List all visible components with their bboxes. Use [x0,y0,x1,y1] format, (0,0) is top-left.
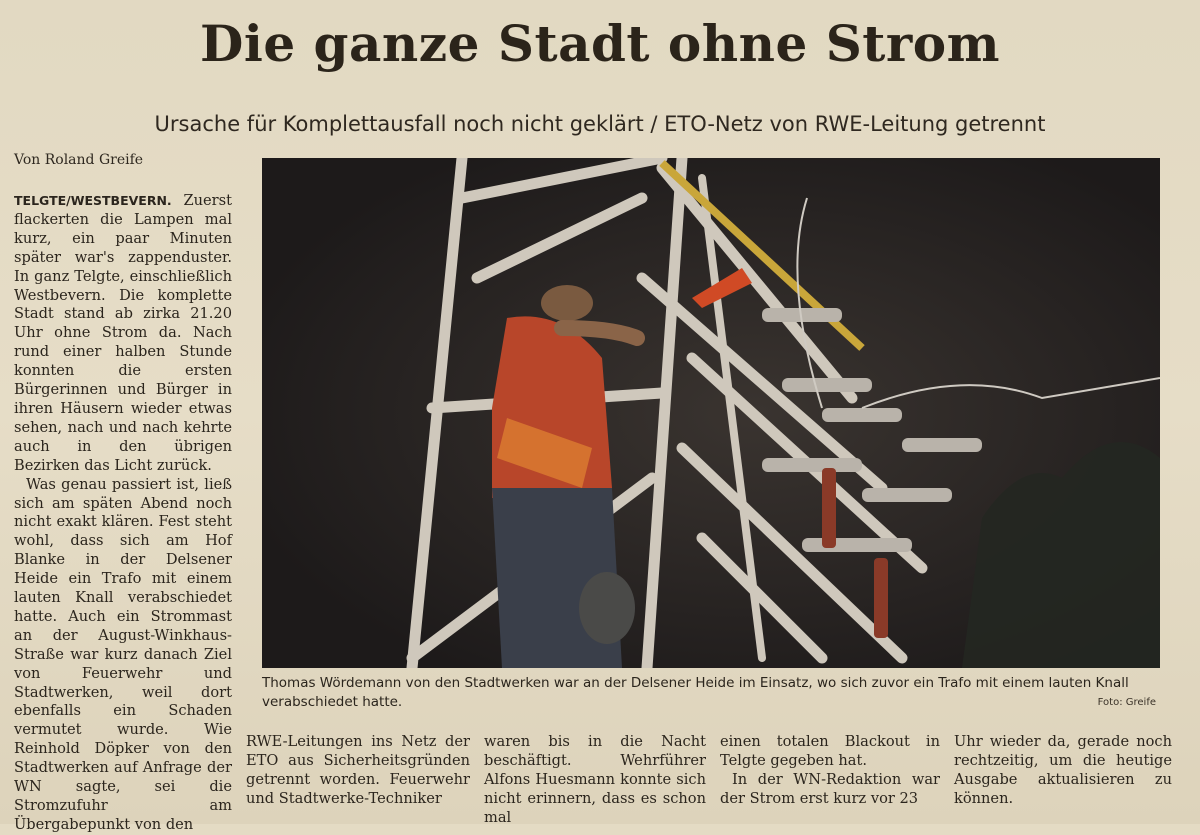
paragraph-5: einen totalen Blackout in Telgte gegeben hat. [720,733,940,769]
photo-credit: Foto: Greife [1097,697,1156,708]
text-column-1 [14,192,232,835]
dateline: TELGTE/WESTBEVERN. [14,193,172,208]
paragraph-6: In der WN-Redaktion war der Strom erst kurz vor 23 [720,770,940,807]
text-column-2 [246,733,470,809]
byline: Von Roland Greife [14,152,144,168]
headline: Die ganze Stadt ohne Strom [199,14,1001,73]
paragraph-4: waren bis in die Nacht beschäftigt. Wehrführer Alfons Huesmann konnte sich nicht erinnern, dass es schon mal [484,733,706,826]
paragraph-3: RWE-Leitungen ins Netz der ETO aus Sicherheitsgründen getrennt worden. Feuerwehr und Stadtwerke-Techniker [246,733,470,807]
text-column-3 [484,733,706,828]
photo-caption: Thomas Wördemann von den Stadtwerken war an der Delsener Heide im Einsatz, wo sich zuvor ein Trafo mit einem lauten Knall verabschiedet hatte. [262,675,1129,710]
text-column-4 [720,733,940,809]
text-column-5 [954,733,1172,809]
subheadline: Ursache für Komplettausfall noch nicht geklärt / ETO-Netz von RWE-Leitung getrennt [154,112,1046,136]
paragraph-1 [14,192,232,476]
photo-lineman-on-pylon [262,158,1160,668]
news-photo [262,158,1160,668]
paragraph-1-text: Zuerst flackerten die Lampen mal kurz, ein paar Minuten später war's zappenduster. In ganz Telgte, einschließlich Westbevern. Die komplette Stadt stand ab zirka 21.20 Uhr ohne Strom da. Nach rund einer halben Stunde konnten die ersten Bürgerinnen und Bürger in ihren Häusern wieder etwas sehen, nach und nach kehrte auch in den übrigen Bezirken das Licht zurück. [14,192,232,474]
paragraph-7: Uhr wieder da, gerade noch rechtzeitig, um die heutige Ausgabe aktualisieren zu können. [954,733,1172,807]
paragraph-2: Was genau passiert ist, ließ sich am späten Abend noch nicht exakt klären. Fest steht wohl, dass sich am Hof Blanke in der Delsener Heide ein Trafo mit einem lauten Knall verabschiedet hatte. Auch ein Strommast an der August-Winkhaus-Straße war kurz danach Ziel von Feuerwehr und Stadtwerken, weil dort ebenfalls ein Schaden vermutet wurde. Wie Reinhold Döpker von den Stadtwerken auf Anfrage der WN sagte, sei die Stromzufuhr am Übergabepunkt von den [14,475,232,833]
